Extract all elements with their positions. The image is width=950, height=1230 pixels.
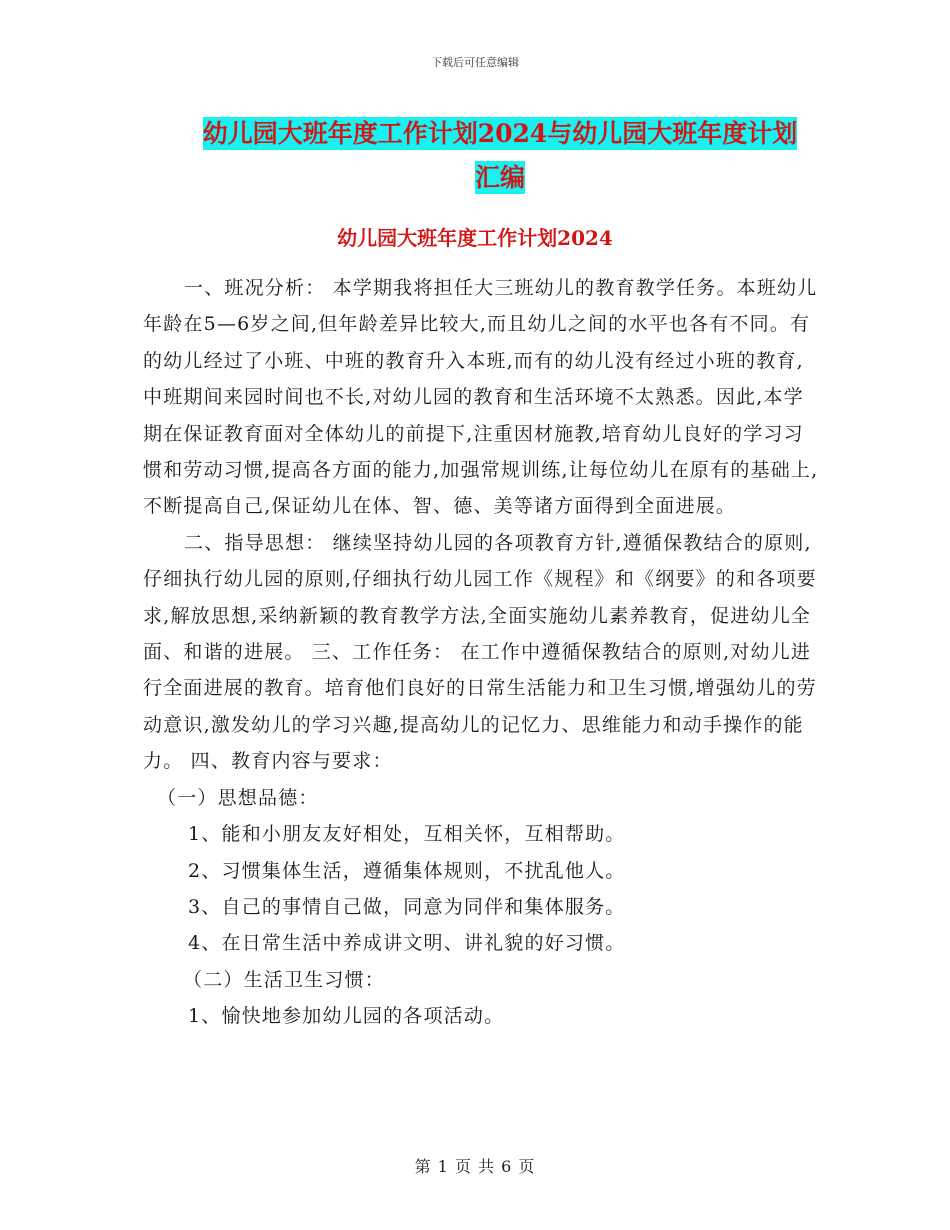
header-note: 下载后可任意编辑: [431, 56, 519, 69]
title-line-2: 汇编: [474, 163, 525, 192]
page-number: 第 1 页 共 6 页: [414, 1157, 536, 1176]
list-item: 4、在日常生活中养成讲文明、讲礼貌的好习惯。: [188, 932, 626, 955]
paragraph-class-analysis: 一、班况分析： 本学期我将担任大三班幼儿的教育教学任务。本班幼儿年龄在5—6岁之间,但年龄差异比较大,而且幼儿之间的水平也各有不同。有的幼儿经过了小班、中班的教育升入本班,而有的幼儿没有经过小班的教育,中班期间来园时间也不长,对幼儿园的教育和生活环境不太熟悉。因此,本学期在保证教育面对全体幼儿的前提下,注重因材施教,培育幼儿良好的学习习惯和劳动习惯,提高各方面的能力,加强常规训练,让每位幼儿在原有的基础上,不断提高自己,保证幼儿在体、智、德、美等诸方面得到全面进展。: [143, 277, 819, 518]
list-item: 1、能和小朋友友好相处，互相关怀，互相帮助。: [188, 823, 626, 846]
section-title: 幼儿园大班年度工作计划2024: [337, 226, 613, 250]
paragraph-guiding-thought: 二、指导思想： 继续坚持幼儿园的各项教育方针,遵循保教结合的原则,仔细执行幼儿园的原则,仔细执行幼儿园工作《规程》和《纲要》的和各项要求,解放思想,采纳新颖的教育教学方法,全面实施幼儿素养教育，促进幼儿全面、和谐的进展。 三、工作任务： 在工作中遵循保教结合的原则,对幼儿进行全面进展的教育。培育他们良好的日常生活能力和卫生习惯,增强幼儿的劳动意识,激发幼儿的学习兴趣,提高幼儿的记忆力、思维能力和动手操作的能力。 四、教育内容与要求：: [143, 531, 817, 773]
subheading-hygiene: （二）生活卫生习惯：: [183, 968, 386, 991]
document-title: [140, 112, 860, 200]
subheading-moral: （一）思想品德：: [157, 786, 319, 809]
list-item: 2、习惯集体生活，遵循集体规则，不扰乱他人。: [188, 859, 626, 882]
list-item: 3、自己的事情自己做，同意为同伴和集体服务。: [188, 895, 626, 918]
title-line-1: 幼儿园大班年度工作计划2024与幼儿园大班年度计划: [202, 119, 798, 148]
body-text: [143, 270, 823, 1035]
list-item: 1、愉快地参加幼儿园的各项活动。: [188, 1005, 505, 1028]
